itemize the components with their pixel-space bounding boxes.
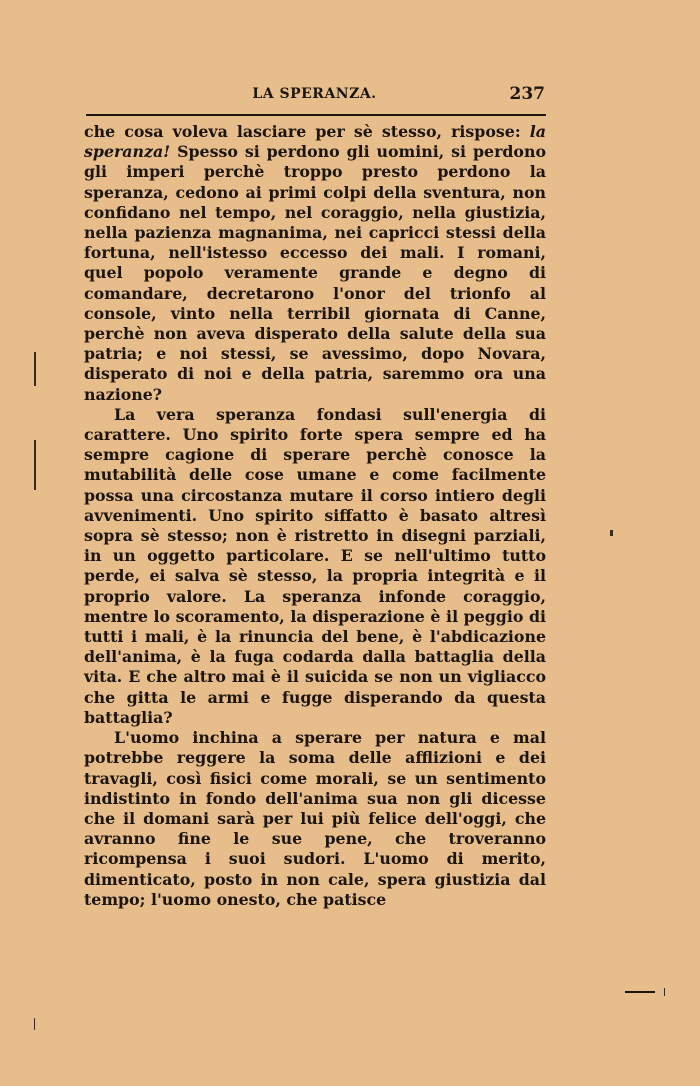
margin-mark (34, 1018, 35, 1030)
header-rule (86, 114, 546, 116)
margin-mark (664, 988, 665, 996)
paragraph-1-rest: Spesso si perdono gli uomini, si perdono gli imperi perchè troppo presto perdono la speranza, cedono ai primi colpi della sventura, non confidano nel tempo, nel coraggio, nella giustizia, nella pazienza magnanima, nei capricci stessi della fortuna, nell'istesso eccesso dei mali. I romani, quel popolo veramente grande e degno di comandare, decretarono l'onor del trionfo al console, vinto nella terribil giornata di Canne, perchè non aveva disperato della salute della sua patria; e noi stessi, se avessimo, dopo Novara, disperato di noi e della patria, saremmo ora una nazione? (84, 142, 546, 404)
paragraph-1-emphasis: la speranza! (84, 122, 546, 162)
margin-mark (610, 530, 613, 536)
running-title: LA SPERANZA. (252, 86, 377, 102)
margin-dash (625, 991, 655, 993)
paragraph-2: La vera speranza fondasi sull'energia di carattere. Uno spirito forte spera sempre ed ha sempre cagione di sperare perchè conosce la mutabilità delle cose umane e come facilmente possa una circostanza mutare il corso intiero degli avvenimenti. Uno spirito siffatto è basato altresì sopra sè stesso; non è ristretto in disegni parziali, in un oggetto particolare. E se nell'ultimo tutto perde, ei salva sè stesso, la propria integrità e il proprio valore. La speranza infonde coraggio, mentre lo scoramento, la disperazione è il peggio di tutti i mali, è la rinuncia del bene, è l'abdicazione dell'anima, è la fuga codarda dalla battaglia della vita. E che altro mai è il suicida se non un vigliacco che gitta le armi e fugge disperando da questa battaglia? (84, 404, 546, 727)
margin-mark (34, 440, 36, 490)
paragraph-3: L'uomo inchina a sperare per natura e mal potrebbe reggere la soma delle afflizioni e dei travagli, così fisici come morali, se un sentimento indistinto in fondo dell'anima sua non gli dicesse che il domani sarà per lui più felice dell'oggi, che avranno fine le sue pene, che troveranno ricompensa i suoi sudori. L'uomo di merito, dimenticato, posto in non cale, spera giustizia dal tempo; l'uomo onesto, che patisce (84, 728, 546, 909)
page-header (84, 86, 545, 108)
body-text (84, 122, 546, 910)
paragraph-1-start: che cosa voleva lasciare per sè stesso, rispose: (84, 122, 530, 141)
margin-mark (34, 352, 36, 386)
page-number: 237 (509, 84, 545, 104)
paragraph-1 (84, 122, 546, 405)
